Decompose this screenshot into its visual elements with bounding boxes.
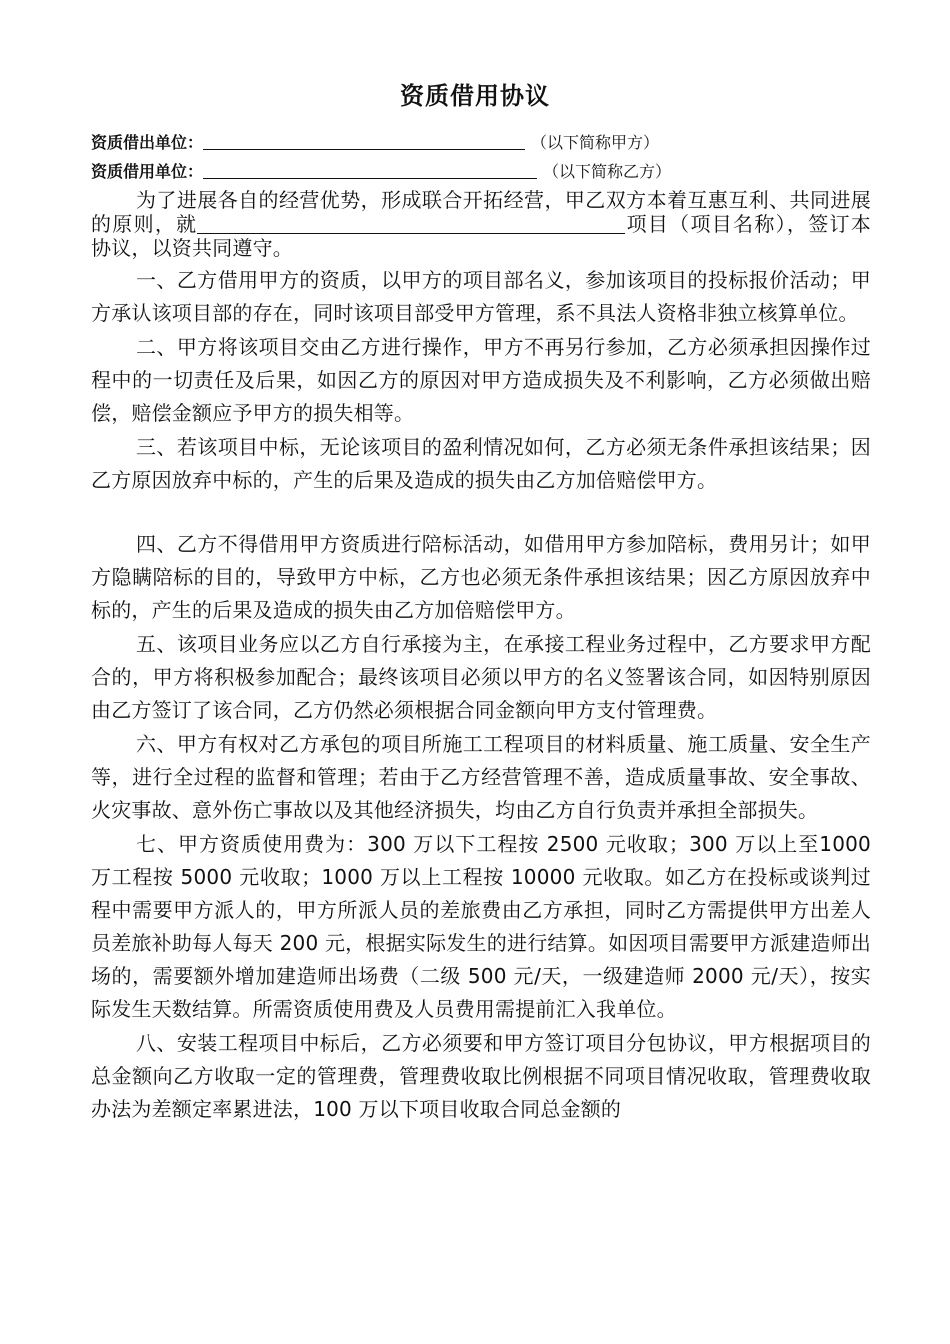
party-b-note: （以下简称乙方）	[543, 162, 672, 181]
clause-5: 五、该项目业务应以乙方自行承接为主，在承接工程业务过程中，乙方要求甲方配合的，甲方将积极参加配合；最终该项目必须以甲方的名义签署该合同，如因特别原因由乙方签订了该合同，乙方仍然必须根据合同金额向甲方支付管理费。	[91, 632, 871, 722]
intro-text-before: 为了进展各自的经营优势，形成联合开拓经营，甲乙双方本着互惠互利、共同进展的原则，就	[91, 188, 871, 236]
party-b-blank	[203, 163, 537, 179]
clause-3: 三、若该项目中标，无论该项目的盈利情况如何，乙方必须无条件承担该结果；因乙方原因放弃中标的，产生的后果及造成的损失由乙方加倍赔偿甲方。	[91, 435, 871, 492]
party-a-label: 资质借出单位：	[91, 133, 204, 152]
project-name-blank	[197, 213, 625, 234]
clause-4: 四、乙方不得借用甲方资质进行陪标活动，如借用甲方参加陪标，费用另计；如甲方隐瞒陪标的目的，导致甲方中标，乙方也必须无条件承担该结果；因乙方原因放弃中标的，产生的后果及造成的损失由乙方加倍赔偿甲方。	[91, 532, 871, 622]
clause-2: 二、甲方将该项目交由乙方进行操作，甲方不再另行参加，乙方必须承担因操作过程中的一切责任及后果，如因乙方的原因对甲方造成损失及不利影响，乙方必须做出赔偿，赔偿金额应予甲方的损失相等。	[91, 335, 871, 425]
clause-8: 八、安装工程项目中标后，乙方必须要和甲方签订项目分包协议，甲方根据项目的总金额向乙方收取一定的管理费，管理费收取比例根据不同项目情况收取，管理费收取办法为差额定率累进法，100 万以下项目收取合同总金额的	[91, 1031, 871, 1121]
party-a-note: （以下简称甲方）	[531, 133, 660, 152]
agreement-body	[91, 188, 871, 1126]
clause-7: 七、甲方资质使用费为：300 万以下工程按 2500 元收取；300 万以上至1000 万工程按 5000 元收取；1000 万以上工程按 10000 元收取。如乙方在投标或谈判过程中需要甲方派人的，甲方所派人员的差旅费由乙方承担，同时乙方需提供甲方出差人员差旅补助每人每天 200 元，根据实际发生的进行结算。如因项目需要甲方派建造师出场的，需要额外增加建造师出场费（二级 500 元/天，一级建造师 2000 元/天），按实际发生天数结算。所需资质使用费及人员费用需提前汇入我单位。	[91, 832, 871, 1021]
party-a-blank	[203, 134, 525, 150]
clause-1: 一、乙方借用甲方的资质，以甲方的项目部名义，参加该项目的投标报价活动；甲方承认该项目部的存在，同时该项目部受甲方管理，系不具法人资格非独立核算单位。	[91, 268, 871, 325]
page-title: 资质借用协议	[400, 82, 550, 110]
party-a-line	[91, 130, 659, 153]
party-b-line	[91, 159, 671, 182]
intro-paragraph	[91, 188, 871, 260]
intro-text-after: 项目（项目名称），签订本协议，以资共同遵守。	[91, 212, 871, 260]
clause-6: 六、甲方有权对乙方承包的项目所施工工程项目的材料质量、施工质量、安全生产等，进行全过程的监督和管理；若由于乙方经营管理不善，造成质量事故、安全事故、火灾事故、意外伤亡事故以及其他经济损失，均由乙方自行负责并承担全部损失。	[91, 732, 871, 822]
party-b-label: 资质借用单位：	[91, 162, 204, 181]
